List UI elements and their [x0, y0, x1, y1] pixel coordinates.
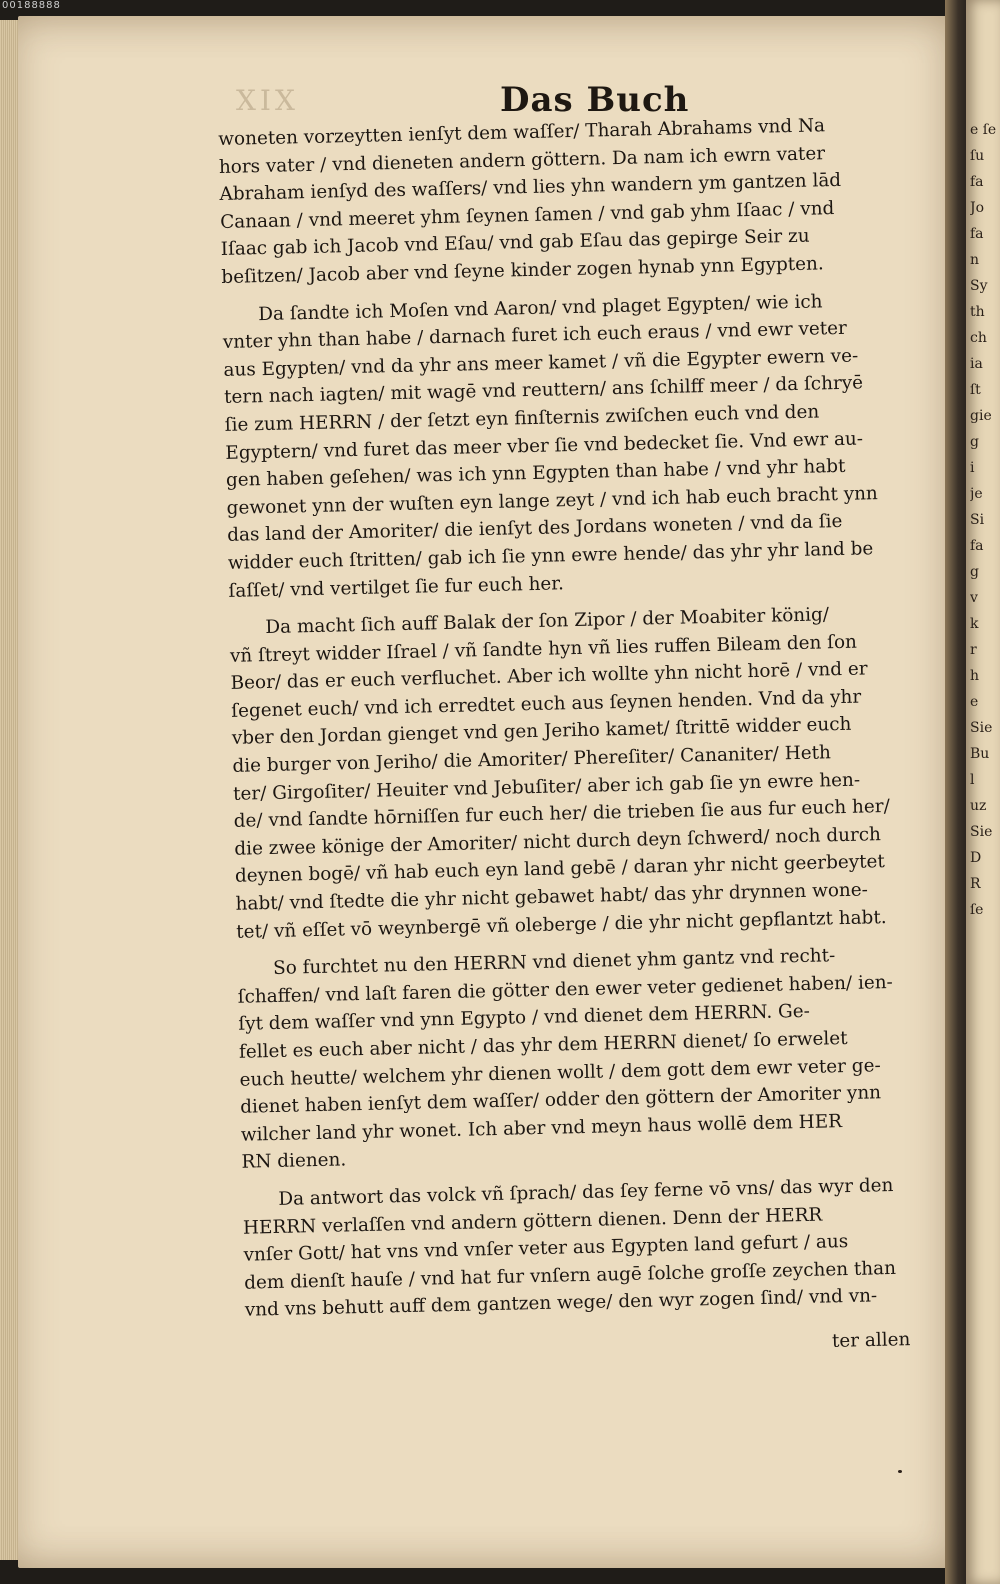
text-line: Beor/ das er euch verfluchet. Aber ich wollte yhn nicht horē / vnd er [230, 658, 868, 695]
text-line: widder euch ſtritten/ gab ich ſie ynn ewre hende/ das yhr yhr land be [227, 538, 874, 574]
faint-folio-number: XIX [236, 84, 299, 117]
text-line: aus Egypten/ vnd da yhr ans meer kamet / vñ die Egypter ewern ve- [223, 345, 859, 381]
facing-fragment: Sy [970, 278, 988, 294]
text-line: das land der Amoriter/ die ienſyt des Jordans woneten / vnd da ſie [227, 511, 843, 547]
text-line: ſchaffen/ vnd laſt faren die götter den ewer veter gedienet haben/ ien- [237, 971, 894, 1008]
text-line: So furchtet nu den HERRN vnd dienet yhm gantz vnd recht- [272, 945, 836, 980]
text-line: euch heutte/ welchem yhr dienen wollt / dem gott dem ewr veter ge- [239, 1054, 881, 1091]
text-line: Canaan / vnd meeret yhm ſeynen ſamen / vnd gab yhm Iſaac / vnd [219, 197, 835, 233]
text-line: de/ vnd ſandte hōrniſſen fur euch her/ die trieben ſie aus fur euch her/ [233, 796, 891, 833]
text-line: Da antwort das volck vñ ſprach/ das ſey ferne vō vns/ das wyr den [278, 1174, 894, 1210]
text-line: dem dienſt hauſe / vnd hat fur vnſern augē ſolche groſſe zeychen than [244, 1257, 897, 1294]
text-line: ſegenet euch/ vnd ich erredtet euch aus ſeynen henden. Vnd da yhr [231, 686, 862, 722]
text-line: vber den Jordan gienget vnd gen Jeriho kamet/ ſtrittē widder euch [231, 714, 852, 750]
facing-fragment: n [970, 252, 980, 268]
text-line: gen haben geſehen/ was ich ynn Egypten than habe / vnd yhr habt [225, 455, 846, 492]
facing-fragment: e ſe [970, 122, 997, 138]
facing-fragment: fa [970, 226, 984, 242]
text-line: tet/ vñ eſſet vō weynbergē vñ oleberge / die yhr nicht gepflantzt habt. [236, 906, 887, 943]
facing-fragment: ia [970, 356, 983, 372]
text-line: ſaſſet/ vnd vertilget ſie fur euch her. [228, 572, 565, 602]
facing-fragment: th [970, 304, 985, 320]
paragraph [237, 940, 942, 1177]
catchword: ter allen [831, 1329, 911, 1352]
text-line: Da macht ſich auff Balak der ſon Zipor / der Moabiter könig/ [265, 604, 830, 639]
facing-fragment: g [970, 564, 979, 580]
facing-fragment: Jo [970, 200, 985, 216]
facing-page-text [970, 120, 998, 926]
text-line: fellet es euch aber nicht / das yhr dem HERRN dienet/ ſo erwelet [238, 1027, 848, 1063]
text-line: die burger von Jeriho/ die Amoriter/ Phereſiter/ Cananiter/ Heth [232, 742, 832, 777]
text-line: habt/ vnd ſtedte die yhr nicht gebawet habt/ das yhr drynnen wone- [235, 879, 869, 915]
text-line: hors vater / vnd dieneten andern göttern. Da nam ich ewrn vater [218, 142, 826, 178]
text-line: Abraham ienſyd des waſſers/ vnd lies yhn wandern ym gantzen lād [219, 170, 842, 206]
facing-fragment: D [970, 850, 982, 866]
facing-fragment: je [970, 486, 983, 502]
facing-fragment: ſe [970, 902, 984, 918]
paragraph [222, 286, 929, 605]
facing-fragment: v [970, 590, 978, 606]
facing-fragment: Bu [970, 746, 990, 762]
facing-fragment: Sie [970, 720, 993, 736]
text-line: HERRN verlaſſen vnd andern göttern dienen. Denn der HERR [242, 1204, 823, 1239]
text-line: woneten vorzeytten ienſyt dem waſſer/ Tharah Abrahams vnd Na [218, 115, 826, 150]
text-line: vnſer Gott/ hat vns vnd vnſer veter aus Egypten land gefurt / aus [243, 1231, 849, 1266]
facing-fragment: ch [970, 330, 987, 346]
main-text-block [218, 110, 945, 1335]
facing-fragment: R [970, 876, 981, 892]
binding-gutter [945, 0, 967, 1584]
ink-speck [898, 1470, 902, 1473]
text-line: wilcher land yhr wonet. Ich aber vnd meyn haus wollē dem HER [240, 1110, 843, 1146]
facing-fragment: ſu [970, 148, 985, 164]
text-line: Da ſandte ich Moſen vnd Aaron/ vnd plaget Egypten/ wie ich [258, 290, 823, 325]
facing-fragment: g [970, 434, 979, 450]
facing-fragment: e [970, 694, 979, 710]
facing-fragment: r [970, 642, 977, 658]
page-edges [0, 20, 18, 1560]
facing-fragment: h [970, 668, 980, 684]
facing-fragment: fa [970, 538, 984, 554]
facing-fragment: l [970, 772, 975, 788]
facing-fragment: gie [970, 408, 992, 424]
facing-fragment: i [970, 460, 975, 476]
text-line: Iſaac gab ich Jacob vnd Eſau/ vnd gab Eſau das gepirge Seir zu [220, 225, 810, 261]
text-line: ter/ Girgoſiter/ Heuiter vnd Jebuſiter/ aber ich gab ſie yn ewre hen- [232, 769, 861, 805]
text-line: vnd vns behutt auff dem gantzen wege/ den wyr zogen ſind/ vnd vn- [244, 1285, 878, 1322]
text-line: deynen bogē/ vñ hab euch eyn land gebē / daran yhr nicht geerbeytet [234, 851, 886, 888]
facing-fragment: fa [970, 174, 984, 190]
facing-fragment: ſt [970, 382, 981, 398]
text-line: ſyt dem waſſer vnd ynn Egypto / vnd dienet dem HERRN. Ge- [238, 1001, 811, 1036]
paragraph [229, 599, 936, 946]
running-head: Das Buch [500, 80, 690, 120]
text-line: ſie zum HERRN / der ſetzt eyn finſternis zwiſchen euch vnd den [224, 401, 820, 436]
text-line: Egyptern/ vnd furet das meer vber ſie vnd bedecket ſie. Vnd ewr au- [225, 427, 864, 464]
text-line: gewonet ynn der wuſten eyn lange zeyt / vnd ich hab euch bracht ynn [226, 482, 879, 519]
facing-fragment: uz [970, 798, 987, 814]
facing-fragment: k [970, 616, 979, 632]
facing-fragment: Si [970, 512, 985, 528]
text-line: vñ ſtreyt widder Iſrael / vñ ſandte hyn vñ lies ruffen Bileam den ſon [229, 631, 858, 667]
text-line: tern nach iagten/ mit wagē vnd reuttern/ ans ſchilff meer / da ſchryē [223, 372, 864, 409]
text-line: dienet haben ienſyt dem waſſer/ odder den göttern der Amoriter ynn [240, 1082, 882, 1118]
text-line: beſitzen/ Jacob aber vnd ſeyne kinder zogen hynab ynn Egypten. [221, 253, 824, 288]
facing-fragment: Sie [970, 824, 993, 840]
paragraph [218, 110, 922, 291]
text-line: RN dienen. [241, 1149, 347, 1174]
text-line: die zwee könige der Amoriter/ nicht durch deyn ſchwerd/ noch durch [234, 823, 882, 860]
text-line: vnter yhn than habe / darnach furet ich euch eraus / vnd ewr veter [222, 317, 848, 354]
paragraph [242, 1171, 945, 1325]
scan-id-label: 00188888 [2, 0, 61, 11]
